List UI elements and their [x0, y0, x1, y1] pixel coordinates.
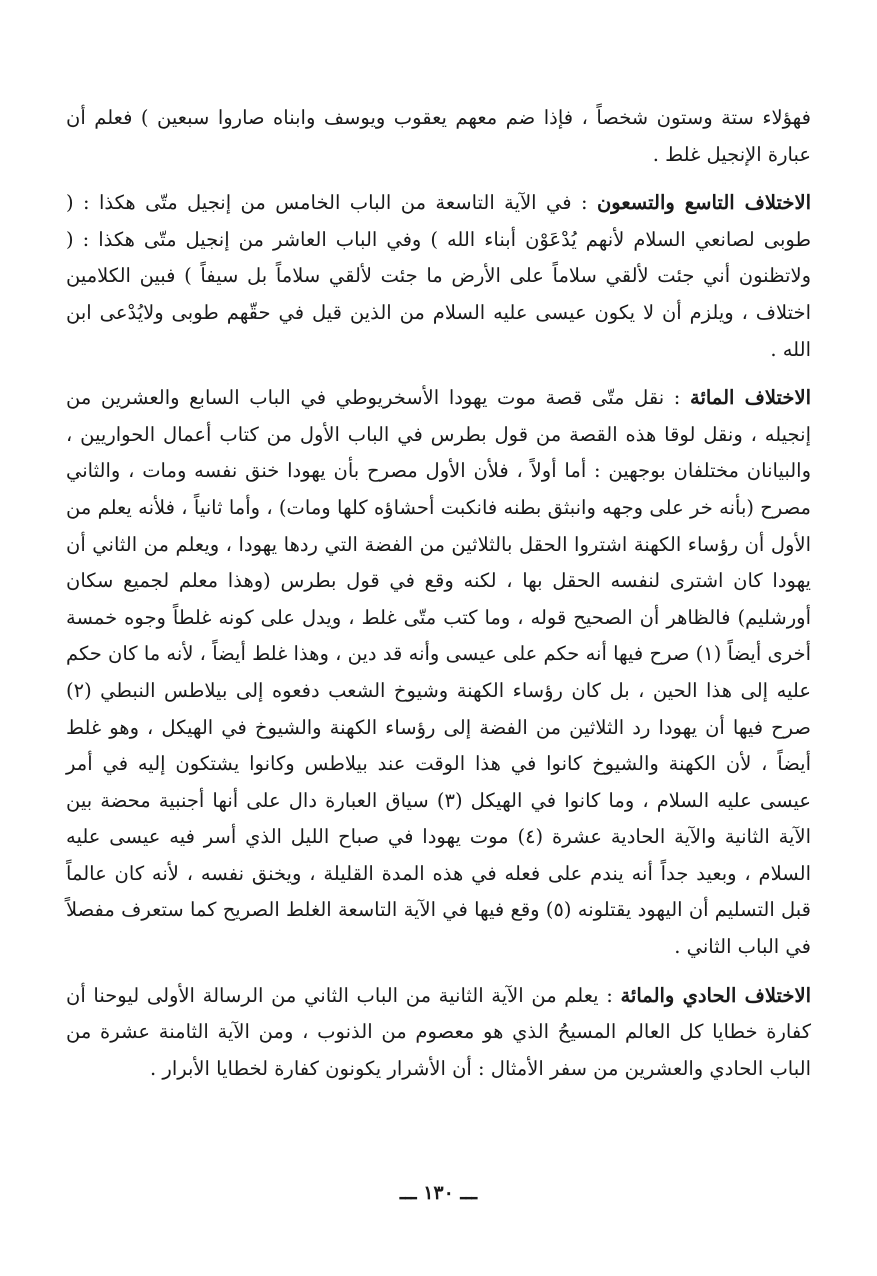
paragraph-text: فهؤلاء ستة وستون شخصاً ، فإذا ضم معهم يعقوب ويوسف وابناه صاروا سبعين ) فعلم أن عبارة الإنجيل غلط .	[66, 106, 811, 166]
paragraph-text: : في الآية التاسعة من الباب الخامس من إنجيل متّى هكذا : ( طوبى لصانعي السلام لأنهم يُدْعَوْن أبناء الله ) وفي الباب العاشر من إنجيل متّى هكذا : ( ولاتظنون أني جئت لألقي سلاماً على الأرض ما جئت لألقي سلاماً بل سيفاً ) فبين الكلامين اختلاف ، ويلزم أن لا يكون عيسى عليه السلام من الذين قيل في حقّهم طوبى ولايُدْعى ابن الله .	[66, 191, 811, 361]
paragraph-heading: الاختلاف الحادي والمائة	[620, 983, 811, 1007]
paragraph-difference-99	[66, 185, 811, 368]
page-number: ـــ ١٣٠ ـــ	[399, 1182, 478, 1204]
paragraph-difference-101	[66, 978, 811, 1088]
paragraph-heading: الاختلاف المائة	[689, 386, 811, 410]
paragraph-heading: الاختلاف التاسع والتسعون	[596, 191, 811, 215]
page-body	[66, 100, 811, 1099]
paragraph-text: : يعلم من الآية الثانية من الباب الثاني من الرسالة الأولى ليوحنا أن كفارة خطايا كل العالم المسيحُ الذي هو معصوم من الذنوب ، ومن الآية الثامنة عشرة من الباب الحادي والعشرين من سفر الأمثال : أن الأشرار يكونون كفارة لخطايا الأبرار .	[66, 983, 811, 1080]
paragraph-difference-100	[66, 380, 811, 966]
paragraph-continuation	[66, 100, 811, 173]
paragraph-text: : نقل متّى قصة موت يهودا الأسخريوطي في الباب السابع والعشرين من إنجيله ، ونقل لوقا هذه القصة من قول بطرس في الباب الأول من كتاب أعمال الحواريين ، والبيانان مختلفان بوجهين : أما أولاً ، فلأن الأول مصرح بأن يهودا خنق نفسه ومات ، والثاني مصرح (بأنه خر على وجهه وانبثق بطنه فانكبت أحشاؤه كلها ومات) ، وأما ثانياً ، فلأنه يعلم من الأول أن رؤساء الكهنة اشتروا الحقل بالثلاثين من الفضة التي ردها يهودا ، ويعلم من الثاني أن يهودا كان اشترى لنفسه الحقل بها ، لكنه وقع في قول بطرس (وهذا معلم لجميع سكان أورشليم) فالظاهر أن الصحيح قوله ، وما كتب متّى غلط ، ويدل على كونه غلطاً وجوه خمسة أخرى أيضاً (١) صرح فيها أنه حكم على عيسى وأنه قد دين ، وهذا غلط أيضاً ، لأنه ما كان حكم عليه إلى هذا الحين ، بل كان رؤساء الكهنة وشيوخ الشعب دفعوه إلى بيلاطس النبطي (٢) صرح فيها أن يهودا رد الثلاثين من الفضة إلى رؤساء الكهنة والشيوخ في الهيكل ، وهو غلط أيضاً ، لأن الكهنة والشيوخ كانوا في هذا الوقت عند بيلاطس وكانوا يشتكون إليه في أمر عيسى عليه السلام ، وما كانوا في الهيكل (٣) سياق العبارة دال على أنها أجنبية محضة بين الآية الثانية والآية الحادية عشرة (٤) موت يهودا في صباح الليل الذي أسر فيه عيسى عليه السلام ، وبعيد جداً أنه يندم على فعله في هذه المدة القليلة ، ويخنق نفسه ، لأنه كان عالماً قبل التسليم أن اليهود يقتلونه (٥) وقع فيها في الآية التاسعة الغلط الصريح كما ستعرف مفصلاً في الباب الثاني .	[66, 386, 811, 959]
